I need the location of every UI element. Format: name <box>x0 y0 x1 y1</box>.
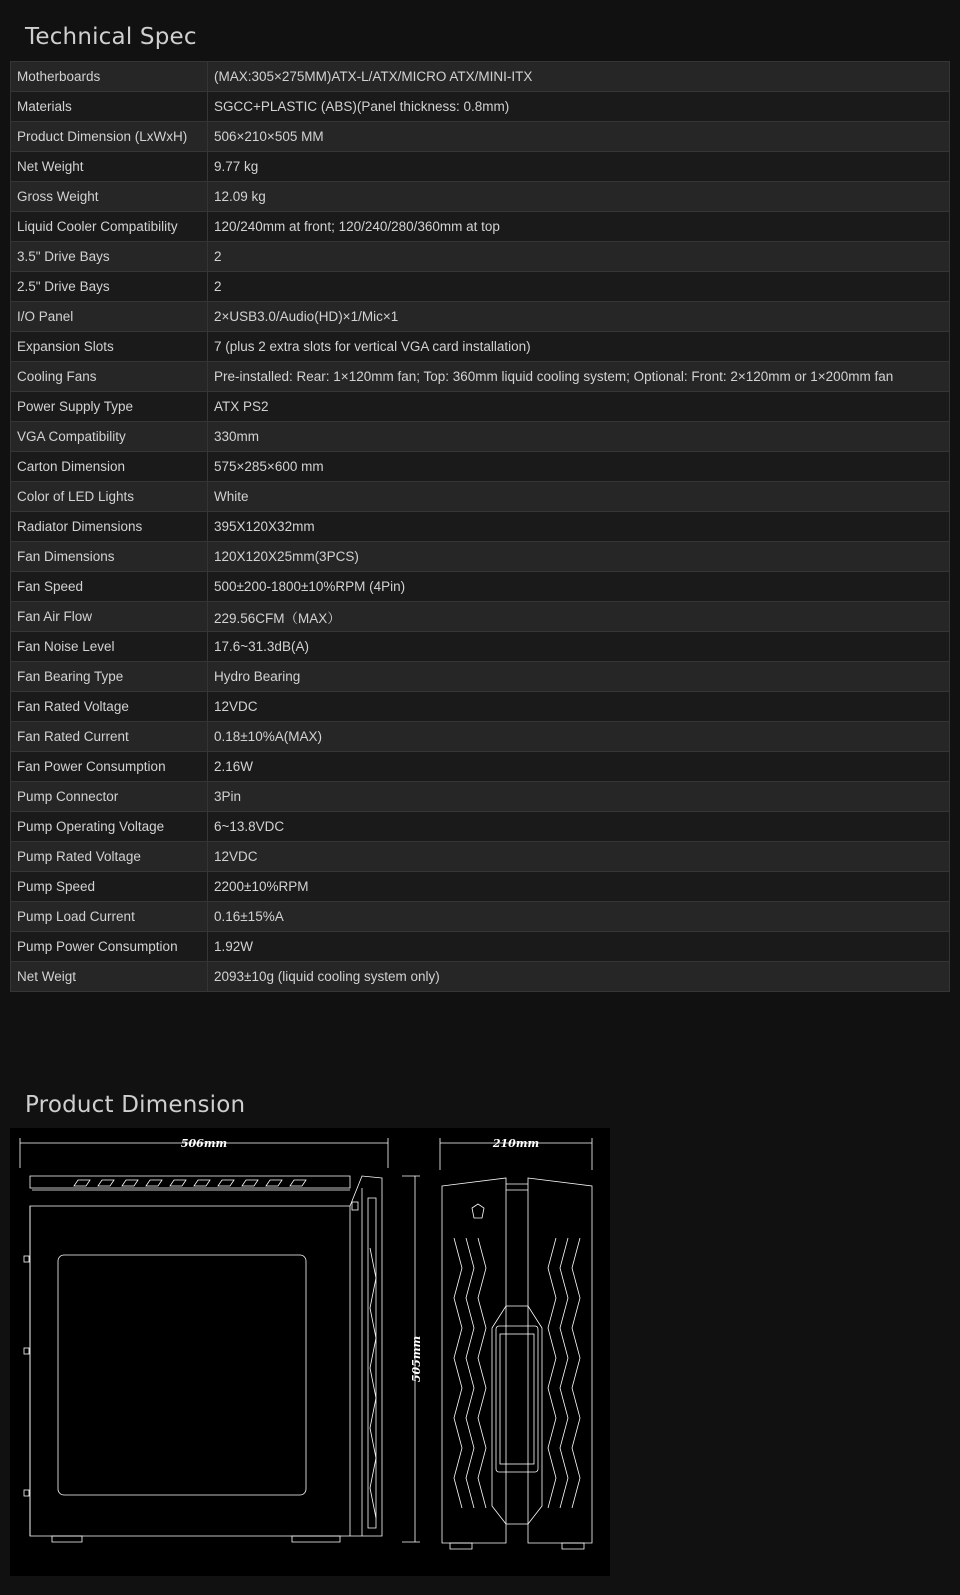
spec-row <box>11 62 950 92</box>
spec-value: 2 <box>208 242 950 272</box>
spec-label: 3.5" Drive Bays <box>11 242 208 272</box>
spec-label: Product Dimension (LxWxH) <box>11 122 208 152</box>
dimension-section-title: Product Dimension <box>25 1092 246 1118</box>
spec-value: 7 (plus 2 extra slots for vertical VGA card installation) <box>208 332 950 362</box>
spec-value: Pre-installed: Rear: 1×120mm fan; Top: 360mm liquid cooling system; Optional: Front: 2×120mm or 1×200mm fan <box>208 362 950 392</box>
spec-label: Fan Air Flow <box>11 602 208 632</box>
spec-row <box>11 392 950 422</box>
case-side-view <box>24 1176 382 1542</box>
spec-value: 2 <box>208 272 950 302</box>
spec-value: 2×USB3.0/Audio(HD)×1/Mic×1 <box>208 302 950 332</box>
spec-row <box>11 452 950 482</box>
dimension-diagram <box>10 1128 610 1576</box>
spec-row <box>11 692 950 722</box>
spec-value: 506×210×505 MM <box>208 122 950 152</box>
spec-row <box>11 482 950 512</box>
spec-table <box>10 61 950 992</box>
spec-label: Pump Power Consumption <box>11 932 208 962</box>
spec-value: 2200±10%RPM <box>208 872 950 902</box>
spec-value: 395X120X32mm <box>208 512 950 542</box>
spec-row <box>11 662 950 692</box>
spec-value: (MAX:305×275MM)ATX-L/ATX/MICRO ATX/MINI-ITX <box>208 62 950 92</box>
spec-label: Color of LED Lights <box>11 482 208 512</box>
spec-row <box>11 542 950 572</box>
spec-value: 229.56CFM（MAX） <box>208 602 950 632</box>
spec-value: 120/240mm at front; 120/240/280/360mm at top <box>208 212 950 242</box>
spec-row <box>11 812 950 842</box>
spec-value: 12VDC <box>208 692 950 722</box>
spec-row <box>11 182 950 212</box>
spec-row <box>11 632 950 662</box>
spec-label: Pump Speed <box>11 872 208 902</box>
spec-label: Pump Load Current <box>11 902 208 932</box>
spec-value: 9.77 kg <box>208 152 950 182</box>
spec-value: 6~13.8VDC <box>208 812 950 842</box>
case-front-view <box>442 1178 592 1549</box>
spec-label: Fan Rated Voltage <box>11 692 208 722</box>
brand-logo-icon <box>472 1204 484 1218</box>
spec-label: 2.5" Drive Bays <box>11 272 208 302</box>
spec-value: 2093±10g (liquid cooling system only) <box>208 962 950 992</box>
spec-value: 500±200-1800±10%RPM (4Pin) <box>208 572 950 602</box>
spec-row <box>11 782 950 812</box>
depth-label: 210mm <box>492 1137 540 1150</box>
spec-label: Net Weight <box>11 152 208 182</box>
spec-value: 2.16W <box>208 752 950 782</box>
spec-label: Cooling Fans <box>11 362 208 392</box>
spec-row <box>11 362 950 392</box>
spec-section-title: Technical Spec <box>25 24 197 50</box>
spec-row <box>11 722 950 752</box>
spec-row <box>11 512 950 542</box>
spec-value: White <box>208 482 950 512</box>
spec-value: 330mm <box>208 422 950 452</box>
spec-row <box>11 212 950 242</box>
spec-label: Fan Dimensions <box>11 542 208 572</box>
spec-table-body <box>11 62 950 992</box>
spec-value: 17.6~31.3dB(A) <box>208 632 950 662</box>
spec-row <box>11 302 950 332</box>
spec-row <box>11 332 950 362</box>
spec-label: Gross Weight <box>11 182 208 212</box>
spec-value: 3Pin <box>208 782 950 812</box>
spec-value: 120X120X25mm(3PCS) <box>208 542 950 572</box>
spec-label: Materials <box>11 92 208 122</box>
spec-value: Hydro Bearing <box>208 662 950 692</box>
spec-row <box>11 572 950 602</box>
spec-row <box>11 842 950 872</box>
dimension-drawing <box>10 1128 610 1576</box>
spec-value: 0.16±15%A <box>208 902 950 932</box>
spec-row <box>11 92 950 122</box>
spec-label: Fan Bearing Type <box>11 662 208 692</box>
spec-row <box>11 752 950 782</box>
spec-row <box>11 272 950 302</box>
spec-value: 1.92W <box>208 932 950 962</box>
spec-label: Radiator Dimensions <box>11 512 208 542</box>
spec-row <box>11 602 950 632</box>
spec-row <box>11 122 950 152</box>
spec-label: Fan Rated Current <box>11 722 208 752</box>
spec-label: Pump Connector <box>11 782 208 812</box>
spec-label: Power Supply Type <box>11 392 208 422</box>
spec-label: Net Weigt <box>11 962 208 992</box>
spec-label: Expansion Slots <box>11 332 208 362</box>
spec-value: 0.18±10%A(MAX) <box>208 722 950 752</box>
spec-row <box>11 962 950 992</box>
spec-row <box>11 932 950 962</box>
spec-value: SGCC+PLASTIC (ABS)(Panel thickness: 0.8mm) <box>208 92 950 122</box>
spec-label: I/O Panel <box>11 302 208 332</box>
spec-label: VGA Compatibility <box>11 422 208 452</box>
spec-row <box>11 872 950 902</box>
spec-value: 575×285×600 mm <box>208 452 950 482</box>
spec-label: Carton Dimension <box>11 452 208 482</box>
spec-label: Liquid Cooler Compatibility <box>11 212 208 242</box>
spec-label: Fan Noise Level <box>11 632 208 662</box>
spec-label: Pump Rated Voltage <box>11 842 208 872</box>
spec-row <box>11 422 950 452</box>
spec-label: Motherboards <box>11 62 208 92</box>
spec-value: ATX PS2 <box>208 392 950 422</box>
spec-value: 12VDC <box>208 842 950 872</box>
width-label: 506mm <box>180 1137 228 1150</box>
spec-label: Fan Power Consumption <box>11 752 208 782</box>
height-label: 505mm <box>410 1335 423 1383</box>
spec-row <box>11 902 950 932</box>
spec-value: 12.09 kg <box>208 182 950 212</box>
spec-row <box>11 242 950 272</box>
spec-row <box>11 152 950 182</box>
spec-label: Pump Operating Voltage <box>11 812 208 842</box>
spec-label: Fan Speed <box>11 572 208 602</box>
